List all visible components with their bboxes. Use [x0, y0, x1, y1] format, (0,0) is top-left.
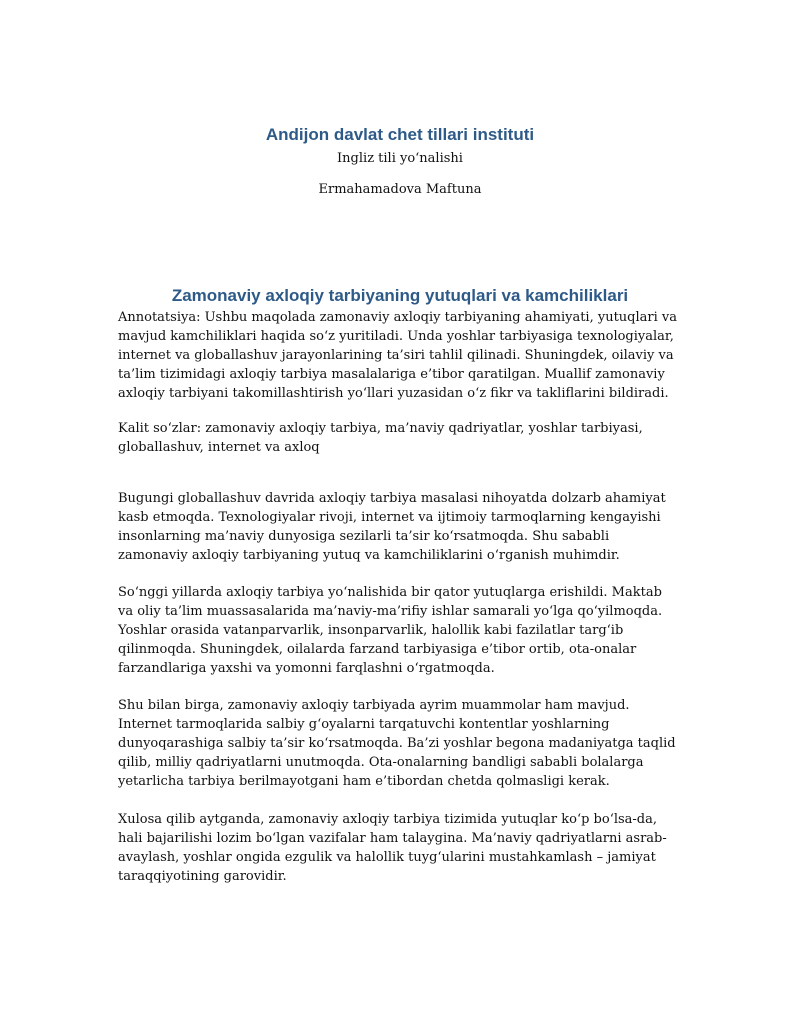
body-paragraph-2: So‘nggi yillarda axloqiy tarbiya yo‘nalishida bir qator yutuqlarga erishildi. Maktab va oliy ta’lim muassasalarida ma’naviy-ma’rifiy ishlar samarali yo‘lga qo‘yilmoqda. Yoshlar orasida vatanparvarlik, insonparvarlik, halollik kabi fazilatlar targ‘ib qilinmoqda. Shuningdek, oilalarda farzand tarbiyasiga e’tibor ortib, ota-onalar farzandlariga yaxshi va yomonni farqlashni o‘rgatmoqda. [118, 585, 663, 676]
body-paragraph-4: Xulosa qilib aytganda, zamonaviy axloqiy tarbiya tizimida yutuqlar ko‘p bo‘lsa-da, hali bajarilishi lozim bo‘lgan vazifalar ham talaygina. Ma’naviy qadriyatlarni asrab-avaylash, yoshlar ongida ezgulik va halollik tuyg‘ularini mustahkamlash – jamiyat taraqqiyotining garovidir. [118, 812, 667, 884]
keywords-paragraph: Kalit so‘zlar: zamonaviy axloqiy tarbiya, ma’naviy qadriyatlar, yoshlar tarbiyasi, globallashuv, internet va axloq [118, 421, 643, 455]
body-paragraph-3: Shu bilan birga, zamonaviy axloqiy tarbiyada ayrim muammolar ham mavjud. Internet tarmoqlarida salbiy g‘oyalarni tarqatuvchi kontentlar yoshlarning dunyoqarashiga salbiy ta’sir ko‘rsatmoqda. Ba’zi yoshlar begona madaniyatga taqlid qilib, milliy qadriyatlarni unutmoqda. Ota-onalarning bandligi sababli bolalarga yetarlicha tarbiya berilmayotgani ham e’tibordan chetda qolmasligi kerak. [118, 698, 676, 789]
institute-heading: Andijon davlat chet tillari instituti [265, 125, 535, 144]
faculty-line: Ingliz tili yo‘nalishi [337, 151, 463, 166]
author-name: Ermahamadova Maftuna [318, 182, 482, 197]
body-paragraph-1: Bugungi globallashuv davrida axloqiy tarbiya masalasi nihoyatda dolzarb ahamiyat kasb etmoqda. Texnologiyalar rivoji, internet va ijtimoiy tarmoqlarning kengayishi insonlarning ma’naviy dunyosiga sezilarli ta’sir ko‘rsatmoqda. Shu sababli zamonaviy axloqiy tarbiyaning yutuq va kamchiliklarini o‘rganish muhimdir. [118, 491, 666, 563]
article-title: Zamonaviy axloqiy tarbiyaning yutuqlari va kamchiliklari [171, 286, 629, 305]
annotation-paragraph: Annotatsiya: Ushbu maqolada zamonaviy axloqiy tarbiyaning ahamiyati, yutuqlari va mavjud kamchiliklari haqida so‘z yuritiladi. Unda yoshlar tarbiyasiga texnologiyalar, internet va globallashuv jarayonlarining ta’siri tahlil qilinadi. Shuningdek, oilaviy va ta’lim tizimidagi axloqiy tarbiya masalalariga e’tibor qaratilgan. Muallif zamonaviy axloqiy tarbiyani takomillashtirish yo‘llari yuzasidan o‘z fikr va takliflarini bildiradi. [118, 310, 677, 401]
